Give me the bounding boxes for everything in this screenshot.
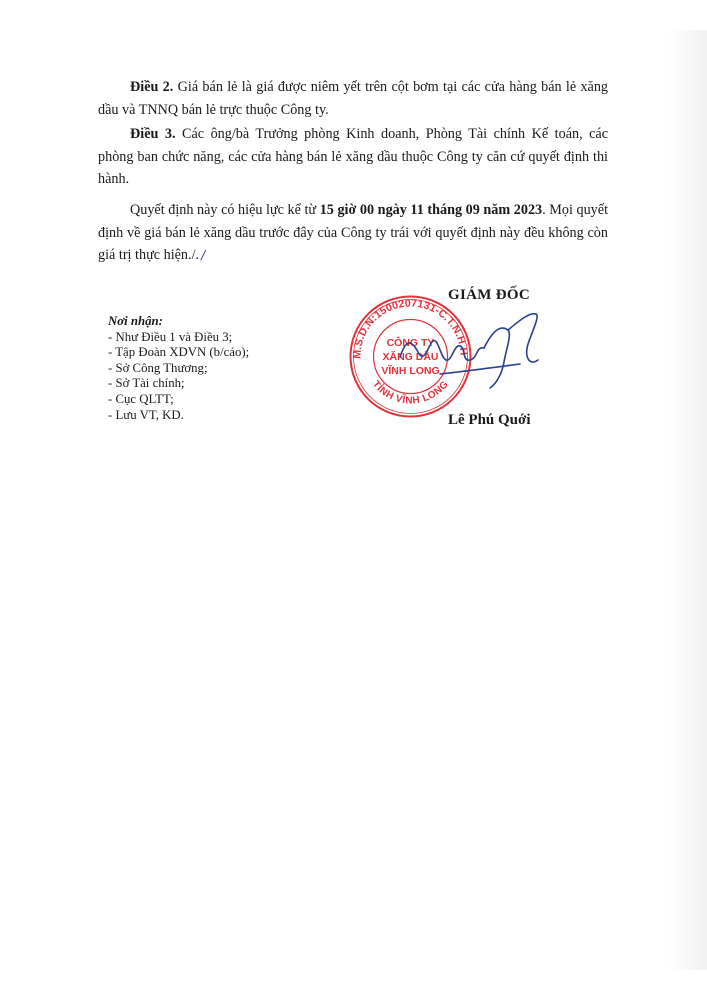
seal-outer-text: M.S.D.N:1500207131-C.T.N.H.H	[351, 297, 470, 359]
signer-role: GIÁM ĐỐC	[448, 287, 530, 303]
effective-clause	[98, 199, 608, 267]
seal-bottom-text: TỈNH VĨNH LONG	[369, 378, 452, 407]
recipient-item: - Như Điều 1 và Điều 3;	[108, 329, 233, 344]
scan-shadow	[667, 30, 707, 970]
seal-line-3: VĨNH LONG	[381, 365, 440, 377]
article-3-text: Các ông/bà Trưởng phòng Kinh doanh, Phòng Tài chính Kế toán, các phòng ban chức năng, các cửa hàng bán lẻ xăng dầu thuộc Công ty căn cứ quyết định thi hành.	[98, 126, 609, 187]
recipient-item: - Cục QLTT;	[108, 391, 174, 406]
effective-suffix: . Mọi quyết định về giá bán lẻ xăng dầu trước đây của Công ty trái với quyết định này đều không còn giá trị thực hiện./.	[98, 202, 609, 263]
article-3	[98, 123, 608, 191]
handwritten-initial: /	[201, 248, 206, 262]
article-2	[98, 76, 608, 121]
seal-line-1: CÔNG TY	[386, 337, 435, 349]
seal-line-2: XĂNG DẦU	[382, 351, 439, 363]
article-3-label: Điều 3.	[130, 126, 176, 142]
recipient-item: - Lưu VT, KD.	[108, 407, 184, 422]
signer-name: Lê Phú Quới	[448, 412, 531, 428]
article-2-text: Giá bán lẻ là giá được niêm yết trên cột bơm tại các cửa hàng bán lẻ xăng dầu và TNNQ bán lẻ trực thuộc Công ty.	[98, 79, 609, 118]
recipients-list	[108, 330, 249, 424]
effective-datetime: 15 giờ 00 ngày 11 tháng 09 năm 2023	[319, 202, 543, 218]
recipient-item: - Tập Đoàn XDVN (b/cáo);	[108, 345, 250, 360]
recipients-block	[108, 314, 249, 423]
effective-prefix: Quyết định này có hiệu lực kể từ	[130, 202, 320, 218]
handwritten-signature	[380, 302, 555, 397]
recipient-item: - Sở Tài chính;	[108, 376, 185, 391]
recipient-item: - Sở Công Thương;	[108, 360, 208, 375]
article-2-label: Điều 2.	[130, 79, 174, 95]
recipients-title: Nơi nhận:	[108, 314, 163, 328]
